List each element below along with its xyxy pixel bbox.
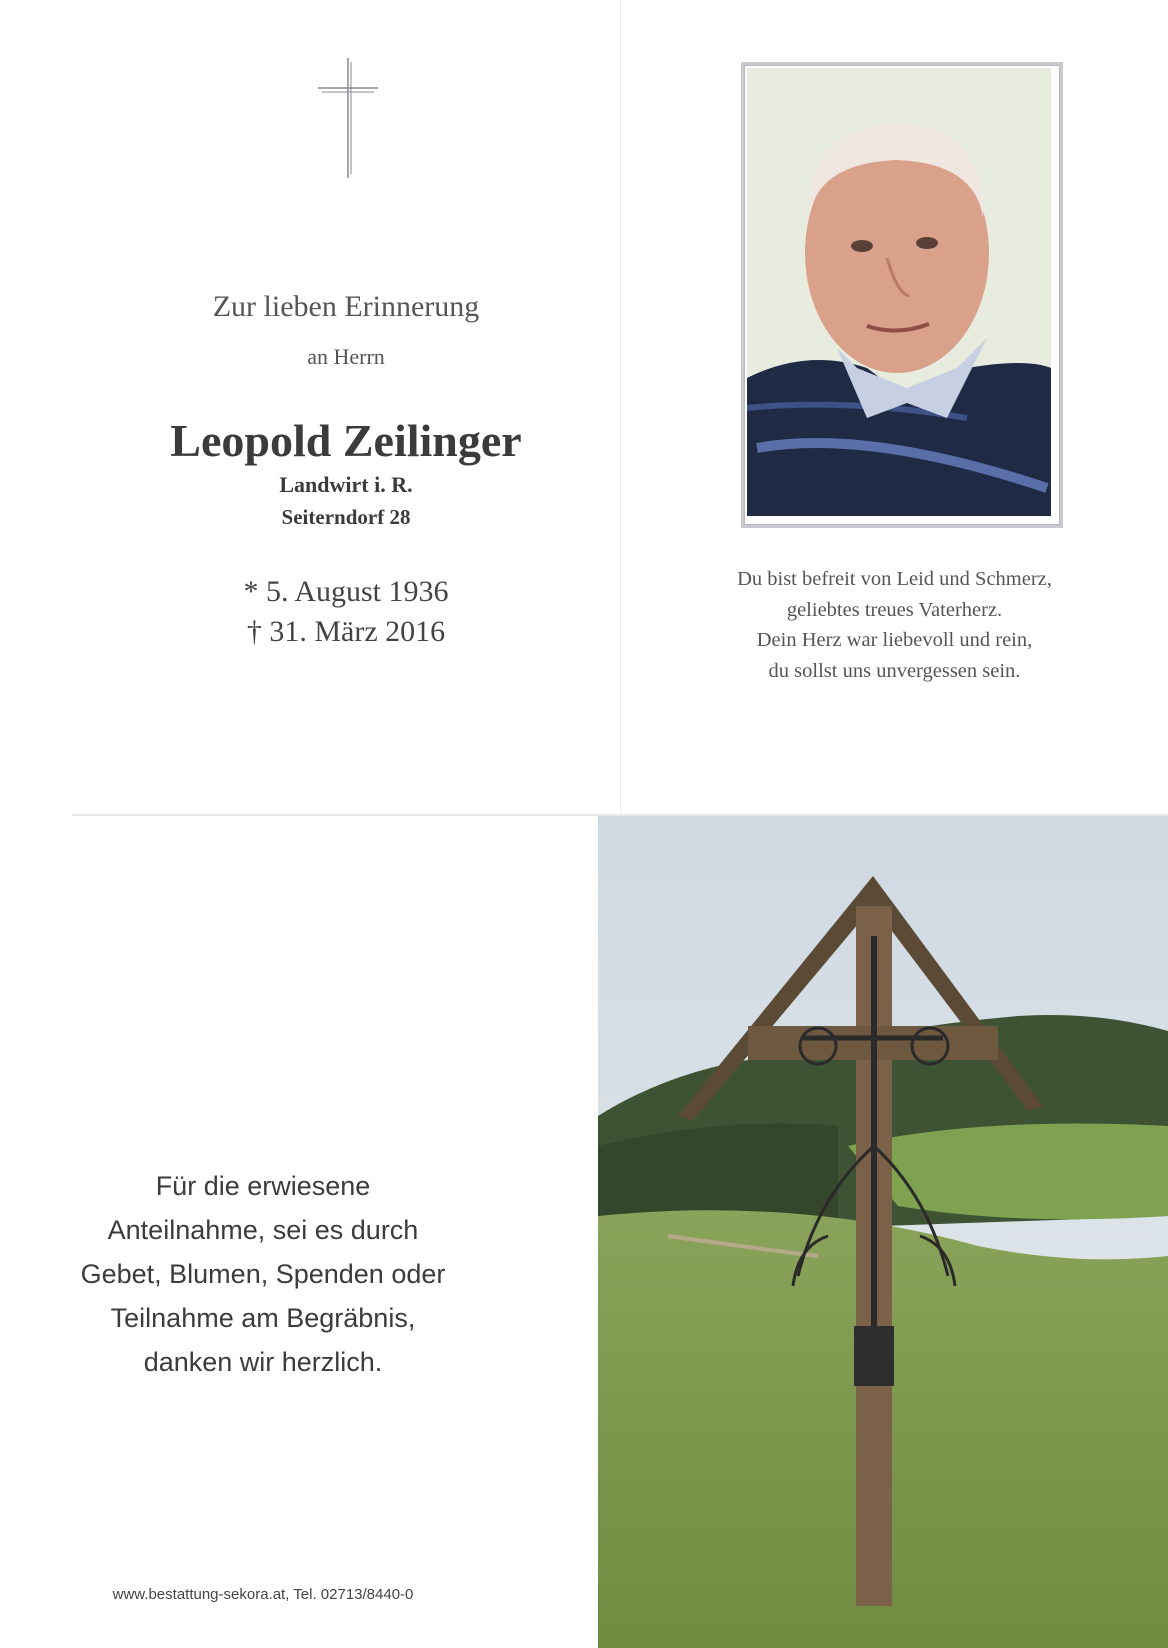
funeral-home-contact: www.bestattung-sekora.at, Tel. 02713/8440-0 [112, 1586, 414, 1603]
occupation: Landwirt i. R. [279, 472, 413, 497]
address: Seiterndorf 28 [281, 505, 411, 529]
thanks-line: Gebet, Blumen, Spenden oder [80, 1259, 446, 1289]
verse-line: geliebtes treues Vaterherz. [786, 598, 1003, 621]
thanks-line: Für die erwiesene [155, 1171, 371, 1201]
deceased-name: Leopold Zeilinger [170, 415, 522, 466]
birth-date: * 5. August 1936 [243, 575, 449, 608]
verse-line: du sollst uns unvergessen sein. [768, 659, 1021, 682]
thanks-line: Anteilnahme, sei es durch [107, 1215, 419, 1245]
front-page [72, 0, 621, 814]
thanks-line: Teilnahme am Begräbnis, [110, 1303, 416, 1333]
portrait-image [747, 68, 1051, 516]
memorial-heading: Zur lieben Erinnerung [212, 290, 480, 323]
verse-line: Dein Herz war liebevoll und rein, [756, 629, 1033, 651]
salutation: an Herrn [307, 344, 385, 369]
cross-icon [316, 58, 380, 188]
portrait-photo [741, 62, 1063, 528]
landscape-image [598, 816, 1168, 1648]
thanks-text [0, 1164, 526, 1384]
thanks-line: danken wir herzlich. [143, 1347, 383, 1377]
portrait-page [621, 0, 1168, 814]
wayside-cross-photo [598, 816, 1168, 1648]
verse-line: Du bist befreit von Leid und Schmerz, [737, 568, 1052, 590]
verse [621, 564, 1168, 686]
death-date: † 31. März 2016 [246, 615, 446, 648]
